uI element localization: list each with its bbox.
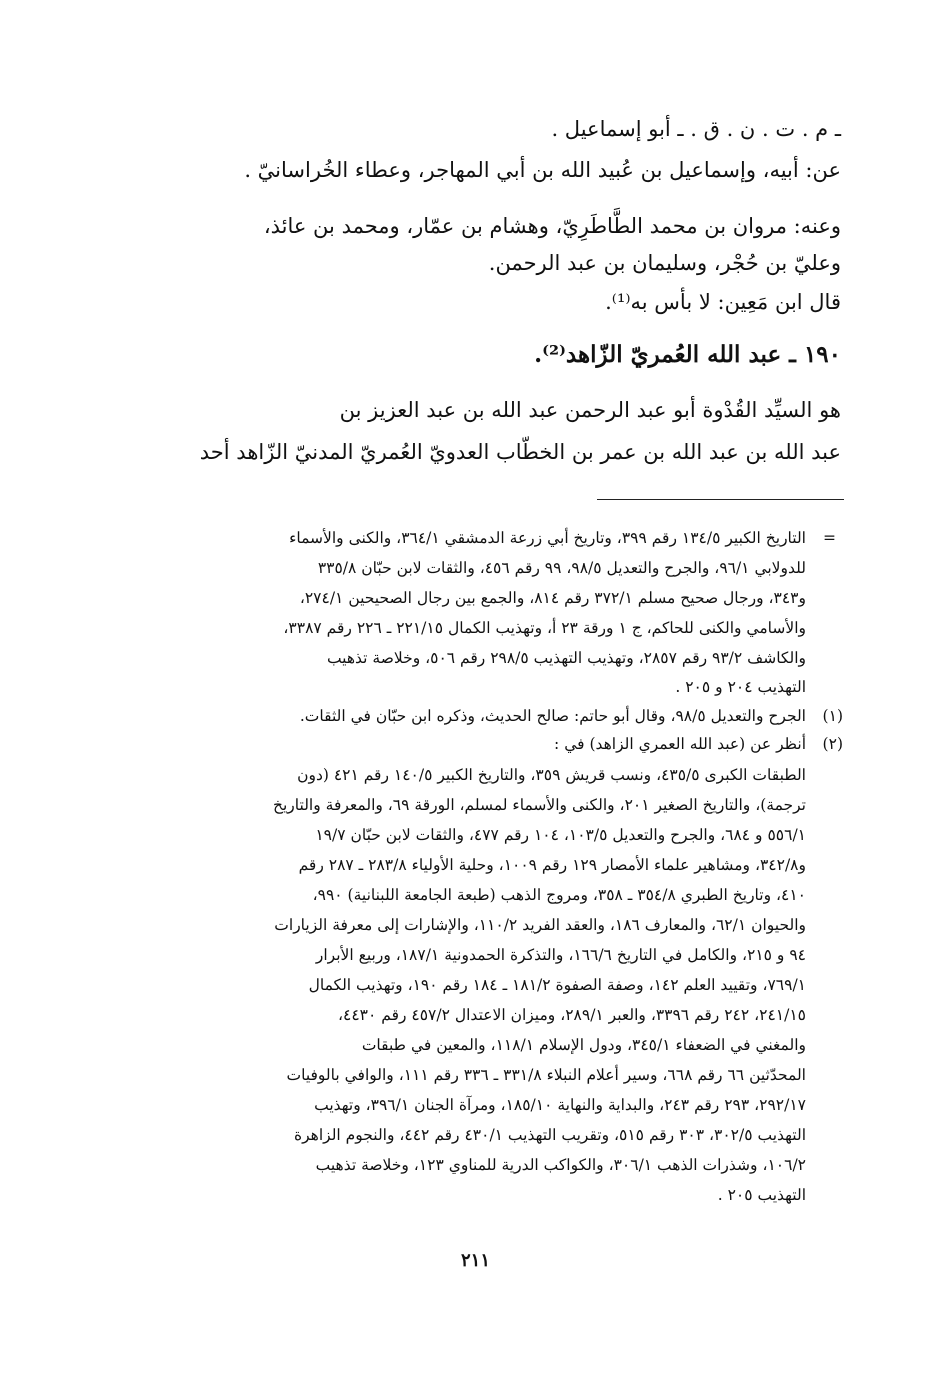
footnote-2-line: الطبقات الكبرى ٤٣٥/٥، ونسب قريش ٣٥٩، والتاريخ الكبير ١٤٠/٥ رقم ٤٢١ (دون	[297, 766, 806, 784]
footnote-2-line: ٢٩٢/١٧، ٢٩٣ رقم ٢٤٣، والبداية والنهاية ١٨٥/١٠، ومرآة الجنان ٣٩٦/١، وتهذيب	[314, 1096, 806, 1114]
narrators-line-2: وعليّ بن حُجْر، وسليمان بن عبد الرحمن.	[488, 251, 841, 275]
footnote-2-line: التهذيب ٣٠٢/٥، ٣٠٣ رقم ٥١٥، وتقريب التهذيب ٤٣٠/١ رقم ٤٤٢، والنجوم الزاهرة	[294, 1126, 806, 1144]
footnote-continuation-line: و٣٤٣، ورجال صحيح مسلم ٣٧٢/١ رقم ٨١٤، والجمع بين رجال الصحيحين ٢٧٤/١،	[299, 589, 806, 607]
footnote-2-line: ٤١٠، وتاريخ الطبري ٣٥٤/٨ ـ ٣٥٨، ومروج الذهب (طبعة الجامعة اللبنانية) ٩٩٠،	[312, 886, 806, 904]
footnote-2-line: ١٠٦/٢، وشذرات الذهب ٣٠٦/١، والكواكب الدرية للمناوي ١٢٣، وخلاصة تذهيب	[315, 1156, 806, 1174]
footnote-2-marker: (٢)	[822, 735, 843, 753]
continuation-marker: =	[823, 529, 836, 547]
footnote-1-marker: (١)	[822, 707, 843, 725]
footnote-1-text: الجرح والتعديل ٩٨/٥، وقال أبو حاتم: صالح الحديث، وذكره ابن حبّان في الثقات.	[299, 707, 806, 725]
footnote-2-line: التهذيب ٢٠٥ .	[717, 1186, 806, 1204]
footnote-2-line: و٣٤٢/٨، ومشاهير علماء الأمصار ١٢٩ رقم ١٠٠٩، وحلية الأولياء ٢٨٣/٨ ـ ٢٨٧ رقم	[298, 856, 806, 874]
footnote-2-intro: أنظر عن (عبد الله العمري الزاهد) في :	[554, 735, 806, 753]
entry-heading: ١٩٠ ـ عبد الله العُمريّ الزّاهد⁽²⁾.	[534, 341, 841, 368]
sigla-line: ـ م . ت . ن . ق . ـ أبو إسماعيل .	[551, 117, 841, 141]
footnote-2-line: والحيوان ٦٢/١، والمعارف ١٨٦، والعقد الفريد ١١٠/٢، والإشارات إلى معرفة الزيارات	[274, 916, 806, 934]
footnote-2-line: المحدّثين ٦٦ رقم ٦٦٨، وسير أعلام النبلاء ٣٣١/٨ ـ ٣٣٦ رقم ١١١، والوافي بالوفيات	[286, 1066, 806, 1084]
footnote-continuation-line: التاريخ الكبير ١٣٤/٥ رقم ٣٩٩، وتاريخ أبي زرعة الدمشقي ٣٦٤/١، والكنى والأسماء	[289, 529, 806, 547]
footnote-continuation-line: والكاشف ٩٣/٢ رقم ٢٨٥٧، وتهذيب التهذيب ٢٩٨/٥ رقم ٥٠٦، وخلاصة تذهيب	[326, 649, 806, 667]
page-number: ٢١١	[460, 1250, 490, 1271]
footnote-2-line: ٥٥٦/١ و ٦٨٤، والجرح والتعديل ١٠٣/٥، ١٠٤ رقم ٤٧٧، والثقات لابن حبّان ١٩/٧	[315, 826, 806, 844]
narrators-line-1: وعنه: مروان بن محمد الطَّاطَرِيّ، وهشام بن عمّار، ومحمد بن عائذ،	[263, 214, 841, 238]
biography-line-1: هو السيِّد القُدْوة أبو عبد الرحمن عبد الله بن عبد العزيز بن	[339, 398, 841, 422]
footnote-2-line: ٧٦٩/١، وتقييد العلم ١٤٢، وصفة الصفوة ١٨١/٢ ـ ١٨٤ رقم ١٩٠، وتهذيب الكمال	[308, 976, 806, 994]
footnote-2-line: ٢٤١/١٥، ٢٤٢ رقم ٣٣٩٦، والعبر ٢٨٩/١، وميزان الاعتدال ٤٥٧/٢ رقم ٤٤٣٠،	[338, 1006, 806, 1024]
footnote-separator	[597, 499, 844, 500]
biography-line-2: عبد الله بن عبد الله بن عمر بن الخطّاب العدويّ العُمريّ المدنيّ الزّاهد أحد	[199, 440, 841, 464]
footnote-continuation-line: والأسامي والكنى للحاكم، ج ١ ورقة ٢٣ أ، وتهذيب الكمال ٢٢١/١٥ ـ ٢٢٦ رقم ٣٣٨٧،	[283, 619, 806, 637]
footnote-continuation-line: التهذيب ٢٠٤ و ٢٠٥ .	[675, 678, 806, 696]
ibn-main-verdict: قال ابن مَعِين: لا بأس به⁽¹⁾.	[605, 290, 841, 314]
narrated-from-line: عن: أبيه، وإسماعيل بن عُبيد الله بن أبي المهاجر، وعطاء الخُراسانيّ .	[244, 158, 841, 182]
footnote-2-line: ٩٤ و ٢١٥، والكامل في التاريخ ١٦٦/٦، والتذكرة الحمدونية ١٨٧/١، وربيع الأبرار	[315, 946, 806, 964]
footnote-2-line: والمغني في الضعفاء ٣٤٥/١، ودول الإسلام ١١٨/١، والمعين في طبقات	[361, 1036, 806, 1054]
footnote-continuation-line: للدولابي ٩٦/١، والجرح والتعديل ٩٨/٥، ٩٩ رقم ٤٥٦، والثقات لابن حبّان ٣٣٥/٨	[317, 559, 806, 577]
footnote-2-line: ترجمة)، والتاريخ الصغير ٢٠١، والكنى والأسماء لمسلم، الورقة ٦٩، والمعرفة والتاريخ	[272, 796, 806, 814]
